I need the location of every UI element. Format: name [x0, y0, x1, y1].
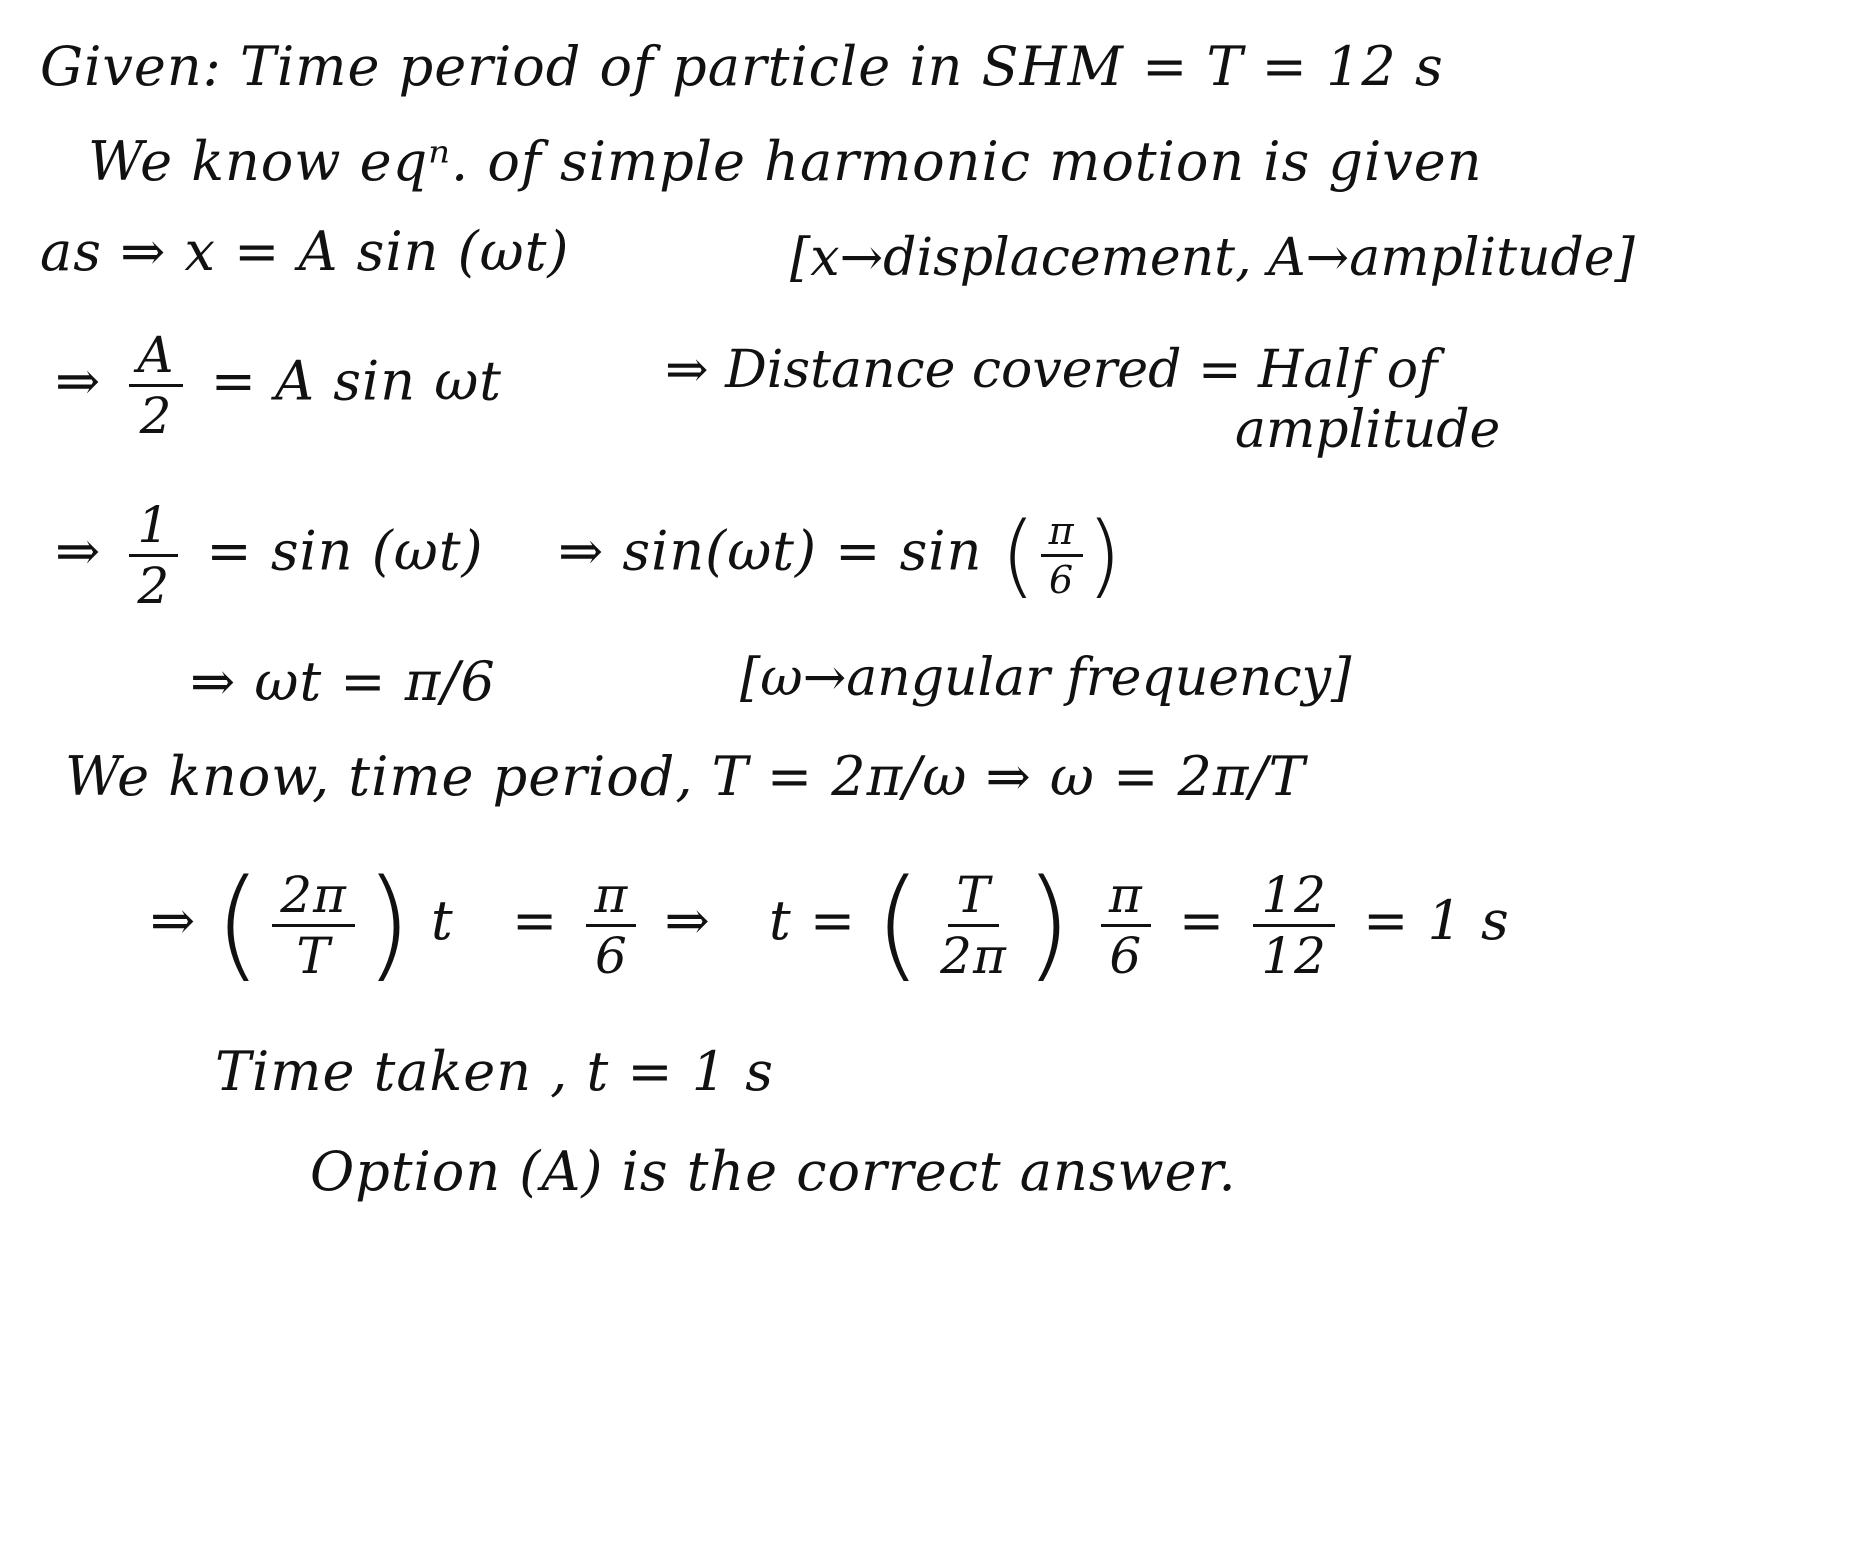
pi-over-6-fraction	[1041, 509, 1083, 602]
time-period-line: We know, time period, T = 2π/ω ⇒ ω = 2π/T	[65, 745, 1306, 808]
two-pi-over-t-fraction	[272, 865, 355, 985]
implies-symbol: ⇒	[55, 519, 102, 583]
fraction-numerator: A	[129, 330, 182, 387]
sin-equality: ⇒ sin(ωt) = sin	[557, 519, 983, 583]
equals-sign: =	[1178, 889, 1226, 952]
fraction-numerator: 2π	[272, 870, 355, 927]
result-one-second: = 1 s	[1363, 889, 1510, 952]
variable-t: t	[430, 889, 454, 952]
fraction-denominator: 12	[1261, 926, 1327, 985]
fraction-denominator: 2	[137, 557, 171, 615]
given-line: Given: Time period of particle in SHM = T = 12 s	[40, 35, 1444, 98]
pi-over-6-fraction	[586, 865, 636, 985]
pi-over-6-fraction	[1101, 865, 1151, 985]
t-over-two-pi-paren: ( $\frac{T}{2\pi}$ )	[874, 855, 1073, 994]
a-over-2-fraction	[129, 326, 182, 445]
implies-symbol: ⇒	[150, 889, 197, 952]
fraction-numerator: 1	[129, 500, 178, 557]
shm-equation: as ⇒ x = A sin (ωt)	[40, 220, 570, 283]
equation-rhs: = sin (ωt)	[206, 519, 484, 583]
fraction-denominator: 6	[1049, 558, 1075, 602]
time-taken-line: Time taken , t = 1 s	[215, 1040, 774, 1103]
t-equals: t =	[769, 889, 857, 952]
pi-over-6-paren: ( $\frac{\pi}{6}$ )	[1000, 502, 1123, 608]
know-equation-line: We know eqⁿ. of simple harmonic motion is given	[88, 130, 1483, 193]
distance-covered-note: ⇒ Distance covered = Half of	[665, 340, 1438, 400]
fraction-numerator: π	[1101, 870, 1151, 927]
step-sin-half	[55, 496, 1123, 615]
shm-variable-note: [x→displacement, A→amplitude]	[790, 228, 1635, 288]
answer-line: Option (A) is the correct answer.	[310, 1140, 1237, 1203]
equals-sign: =	[511, 889, 559, 952]
equation-rhs: = A sin ωt	[210, 349, 502, 413]
twelve-over-twelve-fraction	[1253, 865, 1335, 985]
fraction-denominator: 6	[594, 926, 628, 985]
one-half-fraction	[129, 496, 178, 615]
angular-frequency-note: [ω→angular frequency]	[740, 648, 1352, 708]
omega-t-equation: ⇒ ωt = π/6	[190, 650, 496, 713]
implies-symbol: ⇒	[55, 349, 102, 413]
fraction-numerator: π	[1041, 512, 1083, 557]
fraction-denominator: 2π	[940, 926, 1007, 985]
step-half-amplitude	[55, 326, 502, 445]
fraction-numerator: π	[586, 870, 636, 927]
t-over-two-pi-fraction	[932, 865, 1015, 985]
fraction-denominator: T	[296, 926, 331, 985]
fraction-numerator: T	[948, 870, 998, 927]
fraction-denominator: 2	[139, 387, 173, 445]
implies-symbol: ⇒	[664, 889, 711, 952]
step-solve-t	[150, 855, 1510, 994]
two-pi-over-t-paren: ( $\frac{2\pi}{T}$ )	[214, 855, 413, 994]
amplitude-note: amplitude	[1235, 400, 1501, 460]
fraction-denominator: 6	[1109, 926, 1143, 985]
fraction-numerator: 12	[1253, 870, 1335, 927]
